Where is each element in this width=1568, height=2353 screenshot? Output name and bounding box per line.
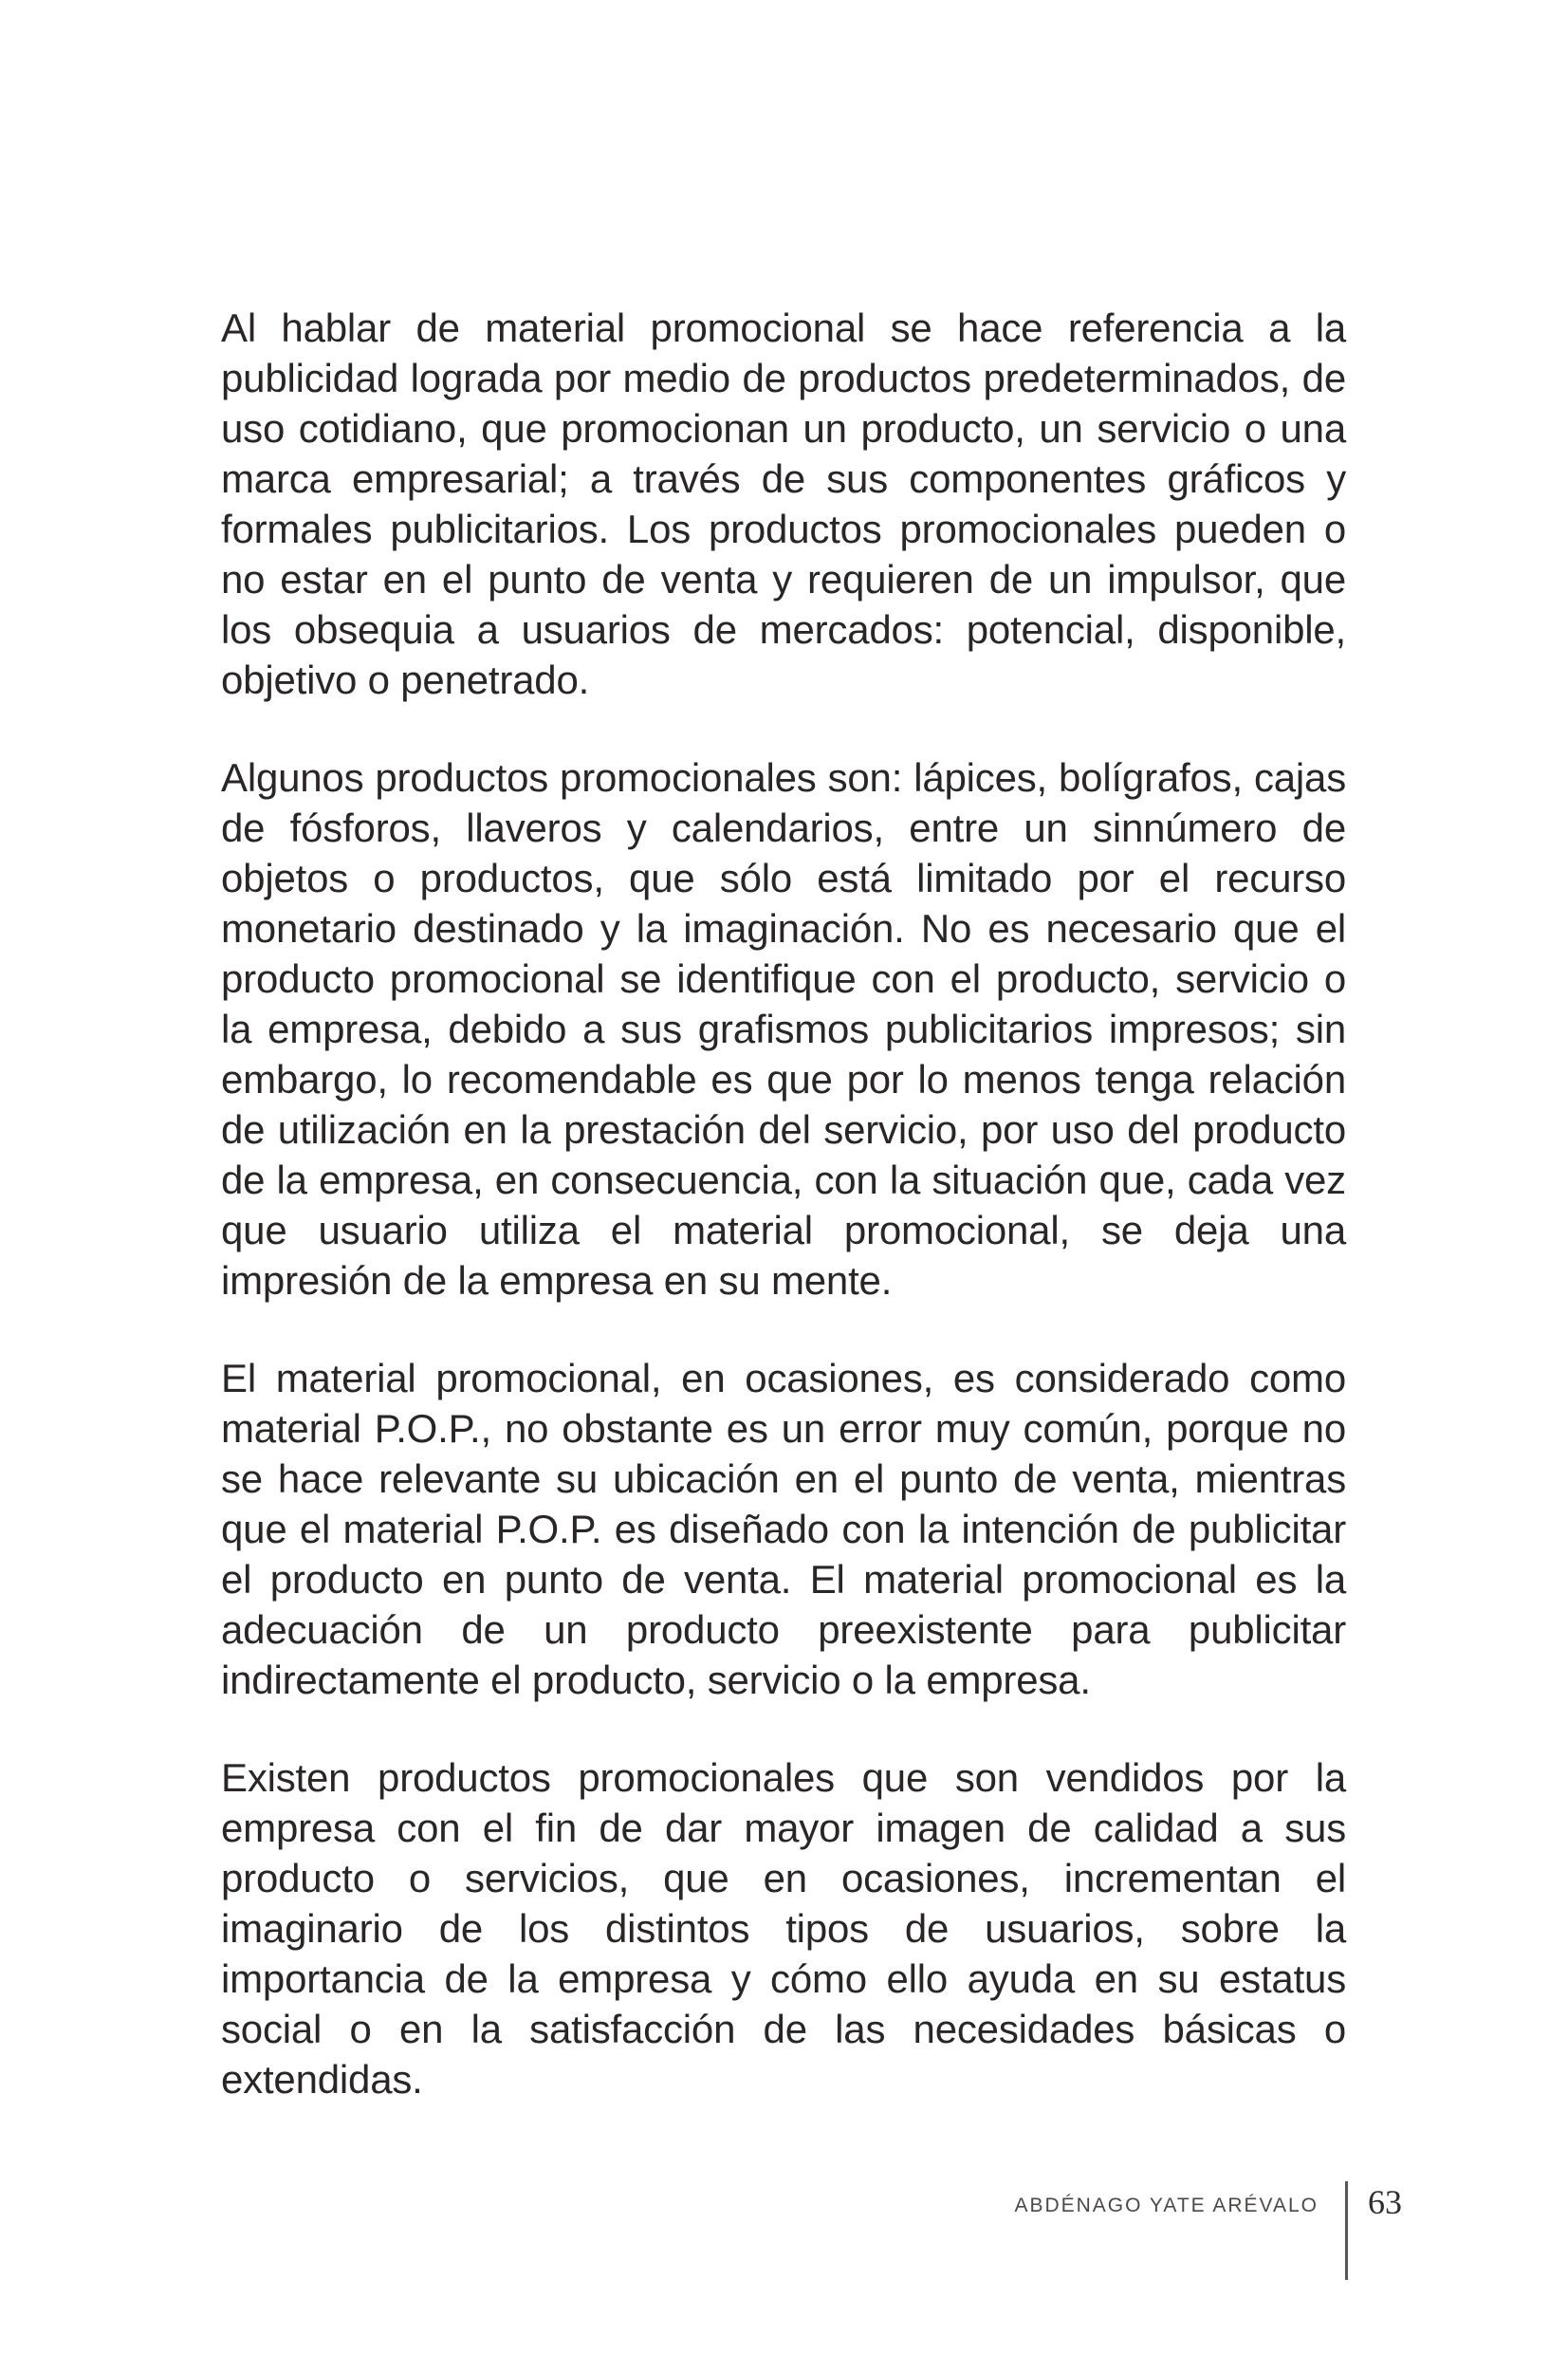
- page-number: 63: [1368, 2183, 1402, 2221]
- body-paragraph: Al hablar de material promocional se hace referencia a la publicidad lograda por medio de productos predeterminados, de uso cotidiano, que promocionan un producto, un servicio o una marca empresarial; a través de sus componentes gráficos y formales publicitarios. Los productos promocionales pueden o no estar en el punto de venta y requieren de un impulsor, que los obsequia a usuarios de mercados: potencial, disponible, objetivo o penetrado.: [221, 306, 1346, 702]
- footer-author: ABDÉNAGO YATE ARÉVALO: [1014, 2195, 1319, 2216]
- footer-divider: [1345, 2181, 1348, 2280]
- body-paragraph: Algunos productos promocionales son: lápices, bolígrafos, cajas de fósforos, llaveros y calendarios, entre un sinnúmero de objetos o productos, que sólo está limitado por el recurso monetario destinado y la imaginación. No es necesario que el producto promocional se identifique con el producto, servicio o la empresa, debido a sus grafismos publicitarios impresos; sin embargo, lo recomendable es que por lo menos tenga relación de utilización en la prestación del servicio, por uso del producto de la empresa, en consecuencia, con la situación que, cada vez que usuario utiliza el material promocional, se deja una impresión de la empresa en su mente.: [221, 755, 1346, 1303]
- body-paragraph: El material promocional, en ocasiones, es considerado como material P.O.P., no obstante es un error muy común, porque no se hace relevante su ubicación en el punto de venta, mientras que el material P.O.P. es diseñado con la intención de publicitar el producto en punto de venta. El material promocional es la adecuación de un producto preexistente para publicitar indirectamente el producto, servicio o la empresa.: [221, 1356, 1346, 1702]
- body-paragraph: Existen productos promocionales que son vendidos por la empresa con el fin de dar mayor imagen de calidad a sus producto o servicios, que en ocasiones, incrementan el imaginario de los distintos tipos de usuarios, sobre la importancia de la empresa y cómo ello ayuda en su estatus social o en la satisfacción de las necesidades básicas o extendidas.: [221, 1755, 1346, 2102]
- text-block: [221, 303, 1346, 2104]
